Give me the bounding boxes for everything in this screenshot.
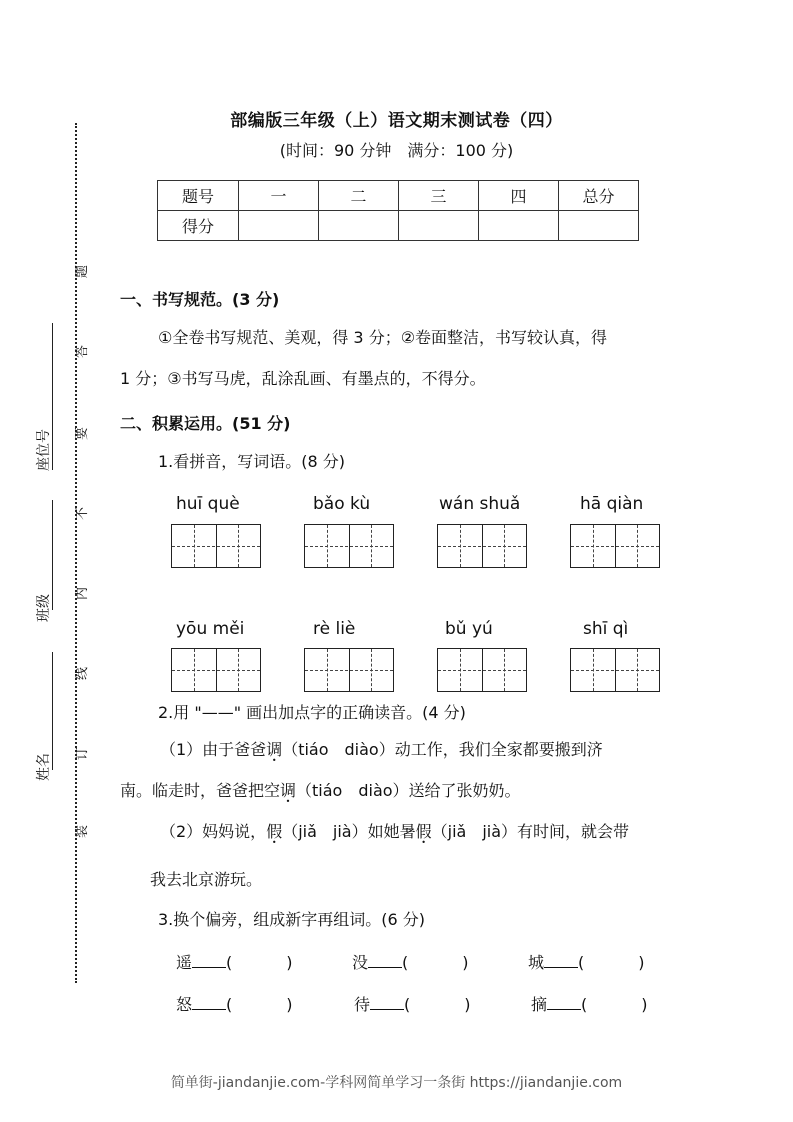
text-span: （1）由于爸爸 bbox=[160, 740, 267, 759]
pinyin-label: shī qì bbox=[583, 619, 629, 639]
writing-grid[interactable] bbox=[171, 524, 261, 568]
paragraph: ①全卷书写规范、美观，得 3 分；②卷面整洁，书写较认真，得 bbox=[158, 328, 608, 347]
margin-char: 装 bbox=[75, 824, 91, 839]
writing-grid[interactable] bbox=[570, 524, 660, 568]
pinyin-label: bǔ yú bbox=[445, 619, 493, 639]
answer-blank[interactable] bbox=[370, 995, 404, 1010]
section-heading: 二、积累运用。(51 分) bbox=[120, 414, 291, 433]
answer-blank[interactable] bbox=[368, 953, 402, 968]
text-span[interactable]: （tiáo diào）送给了张奶奶。 bbox=[296, 781, 521, 800]
writing-grid[interactable] bbox=[304, 648, 394, 692]
table-header-cell: 三 bbox=[399, 181, 479, 211]
table-header-cell: 二 bbox=[319, 181, 399, 211]
binding-dotted-line bbox=[75, 123, 77, 983]
answer-blank[interactable] bbox=[192, 995, 226, 1010]
pinyin-label: huī què bbox=[176, 494, 240, 514]
table-row bbox=[158, 181, 639, 211]
question-prompt: 1.看拼音，写词语。(8 分) bbox=[158, 452, 346, 471]
base-char: 摘 bbox=[531, 995, 548, 1014]
answer-blank[interactable] bbox=[547, 995, 581, 1010]
score-table bbox=[157, 180, 639, 241]
writing-grid[interactable] bbox=[570, 648, 660, 692]
section-heading: 一、书写规范。(3 分) bbox=[120, 290, 280, 309]
exam-info: (时间：90 分钟 满分：100 分) bbox=[279, 141, 514, 160]
question-prompt: 2.用 "——" 画出加点字的正确读音。(4 分) bbox=[158, 703, 466, 722]
score-cell[interactable] bbox=[239, 211, 319, 241]
table-header-cell: 一 bbox=[239, 181, 319, 211]
writing-grid[interactable] bbox=[171, 648, 261, 692]
score-cell[interactable] bbox=[319, 211, 399, 241]
fill-item: 遥 ( ) bbox=[176, 953, 293, 972]
fill-item: 摘 ( ) bbox=[531, 995, 648, 1014]
fill-item: 没 ( ) bbox=[352, 953, 469, 972]
footer-watermark: 简单街-jiandanjie.com-学科网简单学习一条街 https://jiandanjie.com bbox=[170, 1075, 623, 1091]
text-span: （2）妈妈说， bbox=[160, 822, 267, 841]
pinyin-label: yōu měi bbox=[176, 619, 245, 639]
class-line[interactable] bbox=[52, 500, 53, 610]
margin-char: 要 bbox=[75, 426, 91, 441]
base-char: 城 bbox=[528, 953, 545, 972]
writing-grid[interactable] bbox=[437, 648, 527, 692]
pinyin-label: hā qiàn bbox=[580, 494, 644, 514]
seat-number-line[interactable] bbox=[52, 323, 53, 470]
base-char: 遥 bbox=[176, 953, 193, 972]
score-cell[interactable] bbox=[479, 211, 559, 241]
margin-char: 不 bbox=[75, 506, 91, 521]
table-header-cell: 四 bbox=[479, 181, 559, 211]
answer-blank[interactable] bbox=[192, 953, 226, 968]
margin-char: 订 bbox=[75, 746, 91, 761]
name-line[interactable] bbox=[52, 652, 53, 770]
base-char: 没 bbox=[352, 953, 369, 972]
dotted-char: 调 bbox=[266, 740, 283, 759]
table-header-cell: 总分 bbox=[559, 181, 639, 211]
margin-char: 题 bbox=[75, 264, 91, 279]
name-label: 姓名 bbox=[36, 753, 52, 781]
base-char: 待 bbox=[354, 995, 371, 1014]
table-row bbox=[158, 211, 639, 241]
fill-item: 待 ( ) bbox=[354, 995, 471, 1014]
question-prompt: 3.换个偏旁，组成新字再组词。(6 分) bbox=[158, 910, 426, 929]
margin-char: 内 bbox=[75, 586, 91, 601]
pinyin-label: rè liè bbox=[313, 619, 356, 639]
margin-char: 答 bbox=[75, 344, 91, 359]
table-header-cell: 题号 bbox=[158, 181, 239, 211]
pinyin-label: wán shuǎ bbox=[439, 494, 521, 514]
question-text bbox=[160, 822, 629, 842]
fill-item: 城 ( ) bbox=[528, 953, 645, 972]
question-text: 我去北京游玩。 bbox=[150, 870, 263, 889]
dotted-char: 调 bbox=[280, 781, 297, 800]
text-span[interactable]: （tiáo diào）动工作，我们全家都要搬到济 bbox=[282, 740, 603, 759]
text-span: 南。临走时，爸爸把空 bbox=[120, 781, 281, 800]
pinyin-label: bǎo kù bbox=[313, 494, 371, 514]
table-row-label: 得分 bbox=[158, 211, 239, 241]
seat-number-label: 座位号 bbox=[36, 429, 52, 471]
question-text bbox=[120, 781, 521, 801]
text-span[interactable]: （jiǎ jià）有时间，就会带 bbox=[431, 822, 630, 841]
class-label: 班级 bbox=[36, 594, 52, 622]
margin-char: 线 bbox=[75, 666, 91, 681]
base-char: 怒 bbox=[176, 995, 193, 1014]
text-span[interactable]: （jiǎ jià）如她暑 bbox=[282, 822, 416, 841]
writing-grid[interactable] bbox=[304, 524, 394, 568]
page-title: 部编版三年级（上）语文期末测试卷（四） bbox=[230, 111, 563, 131]
dotted-char: 假 bbox=[415, 822, 432, 841]
fill-item: 怒 ( ) bbox=[176, 995, 293, 1014]
answer-blank[interactable] bbox=[544, 953, 578, 968]
score-cell[interactable] bbox=[399, 211, 479, 241]
paragraph: 1 分；③书写马虎，乱涂乱画、有墨点的，不得分。 bbox=[120, 369, 486, 388]
writing-grid[interactable] bbox=[437, 524, 527, 568]
score-cell[interactable] bbox=[559, 211, 639, 241]
dotted-char: 假 bbox=[266, 822, 283, 841]
question-text bbox=[160, 740, 603, 760]
